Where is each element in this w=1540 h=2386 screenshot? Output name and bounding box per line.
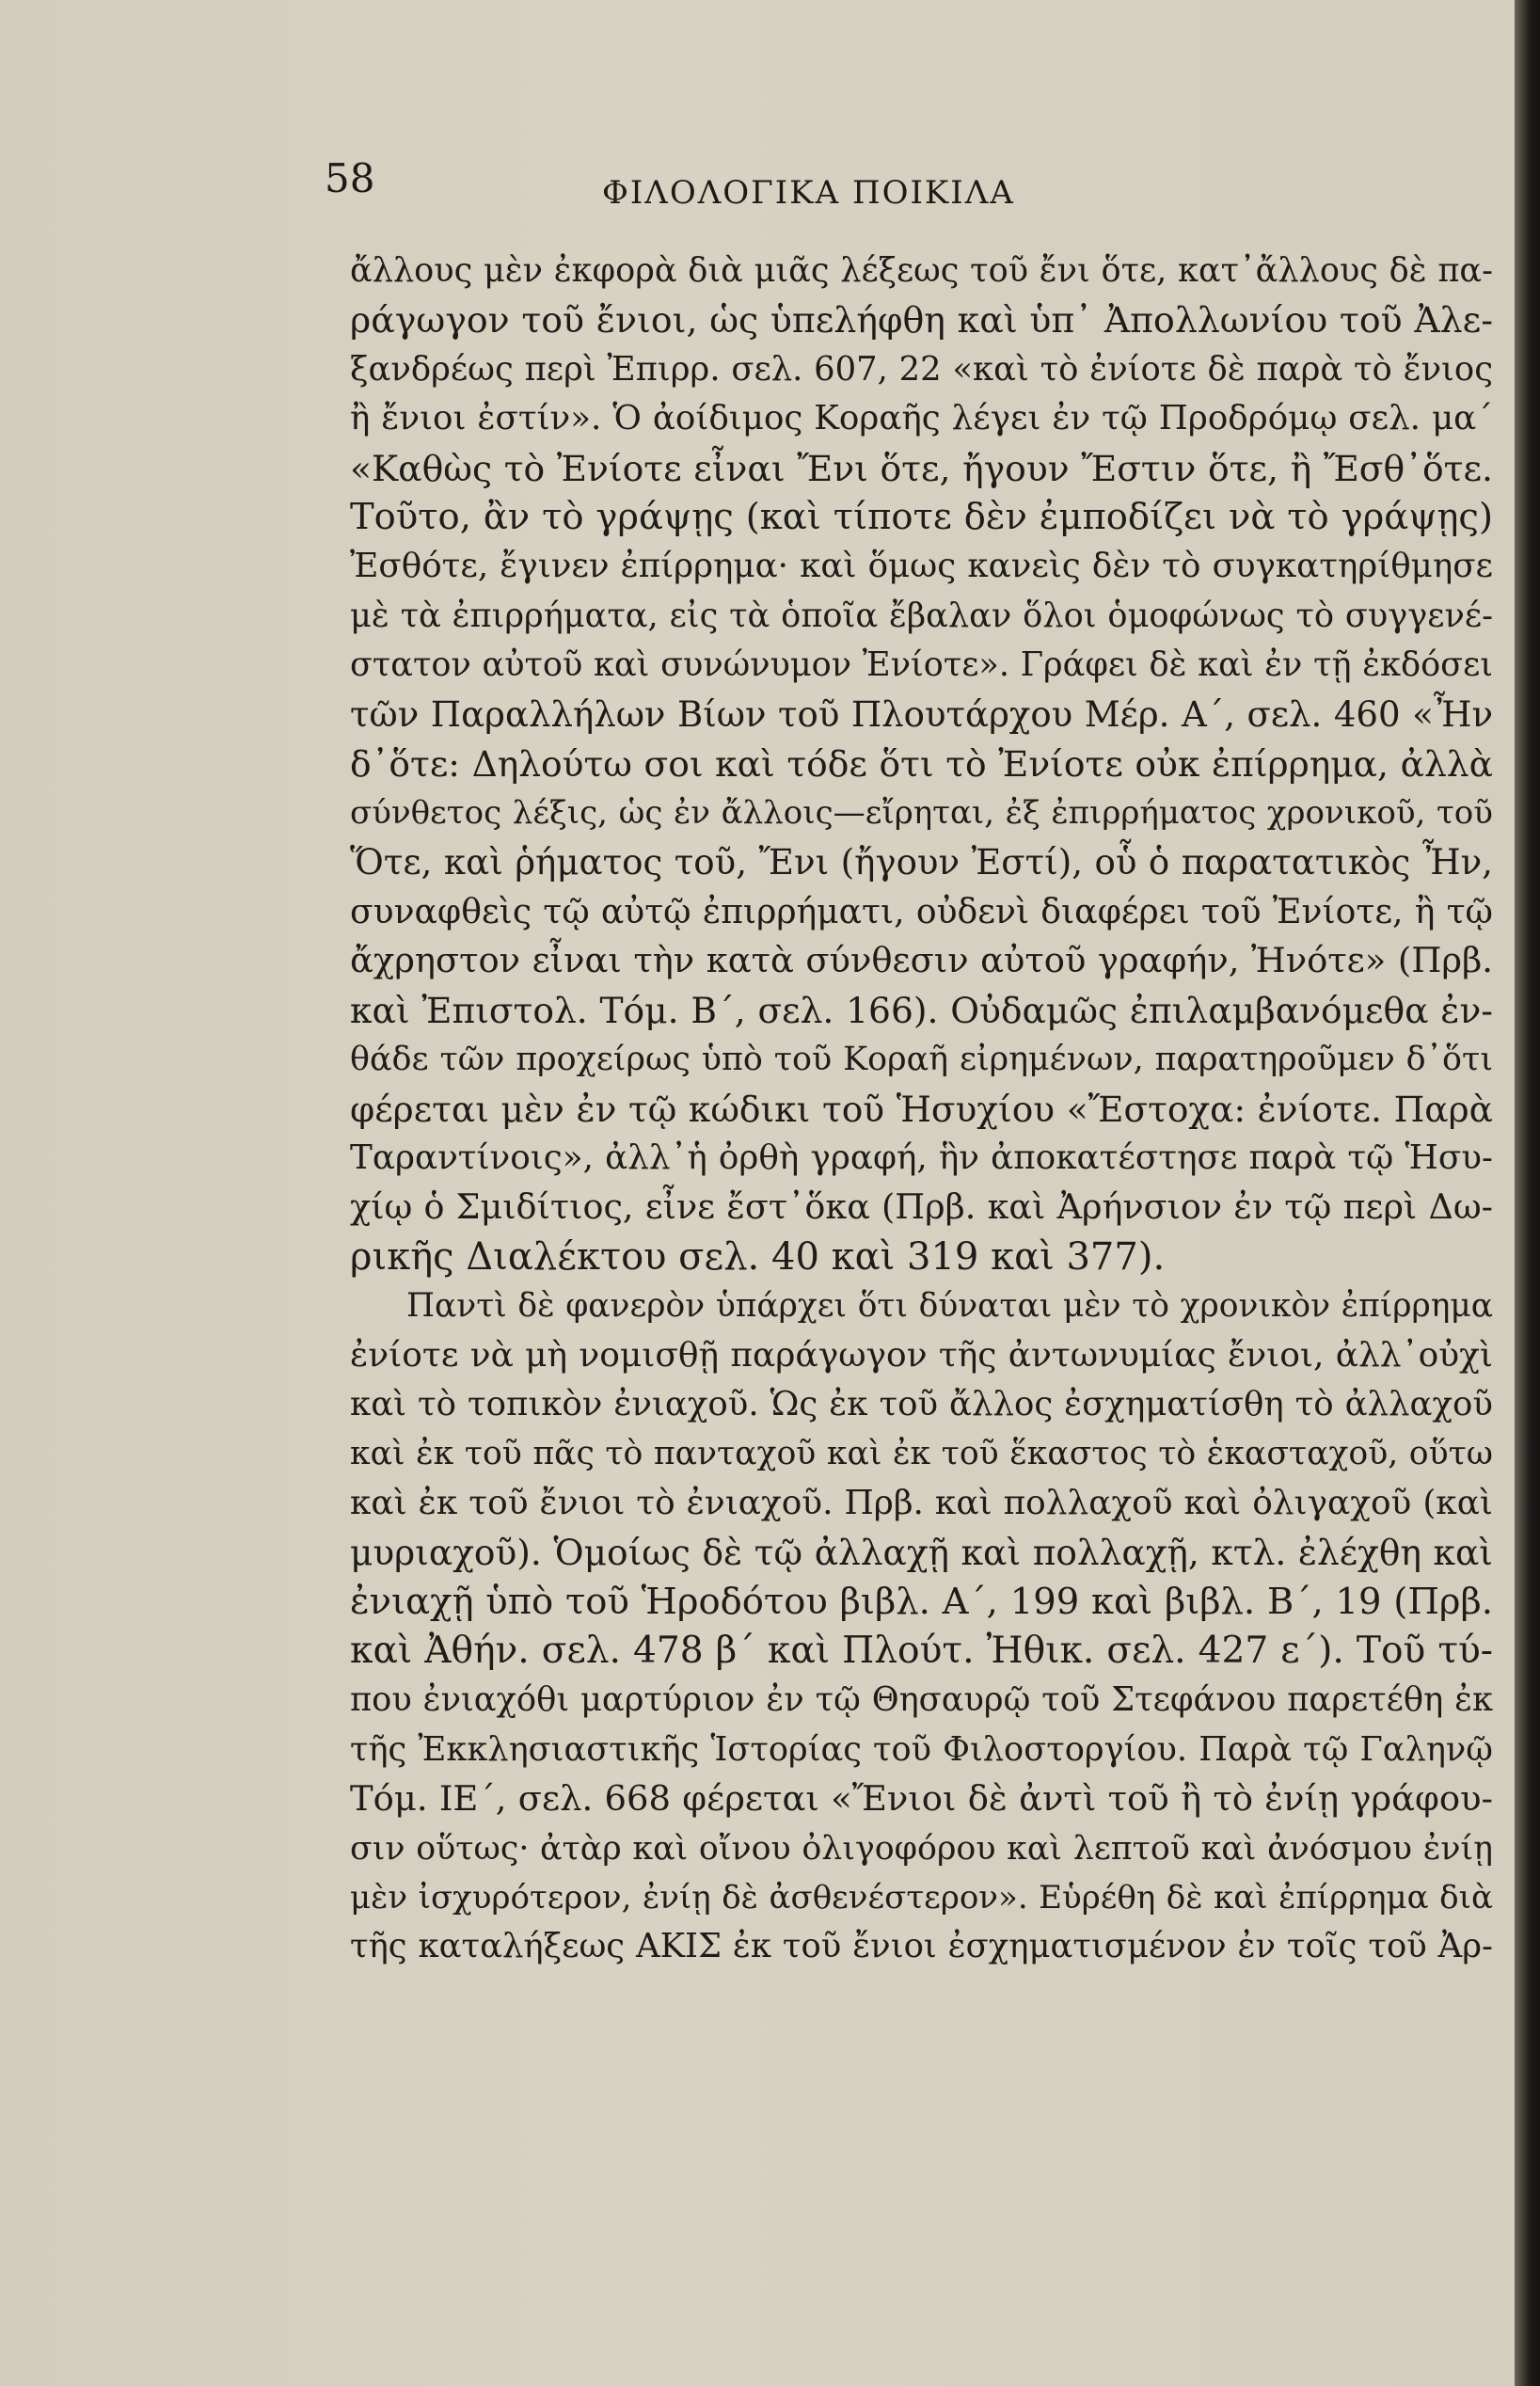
text-line: θάδε τῶν προχείρως ὑπὸ τοῦ Κοραῆ εἰρημένων, παρατηροῦμεν δ᾽ὅτι	[350, 1041, 1493, 1079]
text-line: συναφθεὶς τῷ αὐτῷ ἐπιρρήματι, οὐδενὶ διαφέρει τοῦ Ἐνίοτε, ἢ τῷ	[350, 891, 1493, 932]
text-line: ἢ ἔνιοι ἐστίν». Ὁ ἀοίδιμος Κοραῆς λέγει ἐν τῷ Προδρόμῳ σελ. μα΄	[350, 399, 1493, 438]
text-line: καὶ ἐκ τοῦ ἔνιοι τὸ ἐνιαχοῦ. Πρβ. καὶ πολλαχοῦ καὶ ὀλιγαχοῦ (καὶ	[350, 1483, 1493, 1522]
text-line: σύνθετος λέξις, ὡς ἐν ἄλλοις—εἴρηται, ἐξ ἐπιρρήματος χρονικοῦ, τοῦ	[350, 794, 1493, 833]
text-line: καὶ Ἐπιστολ. Τόμ. Β΄, σελ. 166). Οὐδαμῶς ἐπιλαμβανόμεθα ἐν-	[350, 989, 1493, 1031]
text-line: καὶ Ἀθήν. σελ. 478 β΄ καὶ Πλούτ. Ἠθικ. σελ. 427 ε΄). Τοῦ τύ-	[350, 1629, 1493, 1672]
text-line: Ταραντίνοις», ἀλλ᾽ἡ ὀρθὴ γραφή, ἣν ἀποκατέστησε παρὰ τῷ Ἡσυ-	[350, 1138, 1493, 1178]
text-line: χίῳ ὁ Σμιδίτιος, εἶνε ἔστ᾽ὅκα (Πρβ. καὶ Ἀρήνσιον ἐν τῷ περὶ Δω-	[350, 1186, 1493, 1228]
running-head: ΦΙΛΟΛΟΓΙΚΑ ΠΟΙΚΙΛΑ	[602, 174, 1015, 212]
text-line: τῶν Παραλλήλων Βίων τοῦ Πλουτάρχου Μέρ. Α΄, σελ. 460 «Ἦν	[350, 693, 1493, 735]
text-line: «Καθὼς τὸ Ἐνίοτε εἶναι Ἔνι ὅτε, ἤγουν Ἔστιν ὅτε, ἢ Ἔσθ᾽ὅτε.	[350, 447, 1493, 489]
text-line: τῆς Ἐκκλησιαστικῆς Ἱστορίας τοῦ Φιλοστοργίου. Παρὰ τῷ Γαληνῷ	[350, 1729, 1493, 1769]
text-line: ξανδρέως περὶ Ἐπιρρ. σελ. 607, 22 «καὶ τὸ ἐνίοτε δὲ παρὰ τὸ ἔνιος	[350, 349, 1493, 389]
text-line: ρικῆς Διαλέκτου σελ. 40 καὶ 319 καὶ 377).	[350, 1234, 1166, 1279]
text-line: τῆς καταλήξεως ΑΚΙΣ ἐκ τοῦ ἔνιοι ἐσχηματισμένον ἐν τοῖς τοῦ Ἀρ-	[350, 1927, 1493, 1966]
text-line: που ἐνιαχόθι μαρτύριον ἐν τῷ Θησαυρῷ τοῦ Στεφάνου παρετέθη ἐκ	[350, 1680, 1493, 1720]
text-line: σιν οὕτως· ἀτὰρ καὶ οἴνου ὀλιγοφόρου καὶ λεπτοῦ καὶ ἀνόσμου ἐνίῃ	[350, 1829, 1493, 1868]
text-line: Ἐσθότε, ἔγινεν ἐπίρρημα· καὶ ὅμως κανεὶς δὲν τὸ συγκατηρίθμησε	[350, 547, 1493, 586]
text-line: στατον αὐτοῦ καὶ συνώνυμον Ἐνίοτε». Γράφει δὲ καὶ ἐν τῇ ἐκδόσει	[350, 645, 1493, 685]
text-line: ἄχρηστον εἶναι τὴν κατὰ σύνθεσιν αὐτοῦ γραφήν, Ἠνότε» (Πρβ.	[350, 940, 1493, 981]
text-line: μυριαχοῦ). Ὁμοίως δὲ τῷ ἀλλαχῇ καὶ πολλαχῇ, κτλ. ἐλέχθη καὶ	[350, 1532, 1493, 1574]
text-line: Τοῦτο, ἂν τὸ γράψῃς (καὶ τίποτε δὲν ἐμποδίζει νὰ τὸ γράψῃς)	[350, 495, 1493, 538]
text-line: ἐνίοτε νὰ μὴ νομισθῇ παράγωγον τῆς ἀντωνυμίας ἔνιοι, ἀλλ᾽οὐχὶ	[350, 1335, 1493, 1375]
text-line: Ὅτε, καὶ ῥήματος τοῦ, Ἔνι (ἤγουν Ἐστί), οὗ ὁ παρατατικὸς Ἦν,	[350, 841, 1493, 883]
text-line: Τόμ. ΙΕ΄, σελ. 668 φέρεται «Ἔνιοι δὲ ἀντὶ τοῦ ἢ τὸ ἐνίῃ γράφου-	[350, 1778, 1493, 1820]
text-line: Παντὶ δὲ φανερὸν ὑπάρχει ὅτι δύναται μὲν τὸ χρονικὸν ἐπίρρημα	[406, 1287, 1493, 1326]
text-line: δ᾽ὅτε: Δηλούτω σοι καὶ τόδε ὅτι τὸ Ἐνίοτε οὐκ ἐπίρρημα, ἀλλὰ	[350, 742, 1493, 785]
text-line: φέρεται μὲν ἐν τῷ κώδικι τοῦ Ἡσυχίου «Ἔστοχα: ἐνίοτε. Παρὰ	[350, 1088, 1493, 1130]
text-line: καὶ ἐκ τοῦ πᾶς τὸ πανταχοῦ καὶ ἐκ τοῦ ἕκαστος τὸ ἑκασταχοῦ, οὕτω	[350, 1435, 1493, 1473]
page-number: 58	[325, 155, 375, 201]
text-line: ράγωγον τοῦ ἔνιοι, ὡς ὑπελήφθη καὶ ὑπ᾽ Ἀπολλωνίου τοῦ Ἀλε-	[350, 299, 1493, 342]
text-line: μὲν ἰσχυρότερον, ἐνίῃ δὲ ἀσθενέστερον». Εὑρέθη δὲ καὶ ἐπίρρημα διὰ	[350, 1878, 1493, 1917]
body-text	[350, 247, 1493, 1972]
text-line: μὲ τὰ ἐπιρρήματα, εἰς τὰ ὁποῖα ἔβαλαν ὅλοι ὁμοφώνως τὸ συγγενέ-	[350, 596, 1493, 635]
text-line: ἄλλους μὲν ἐκφορὰ διὰ μιᾶς λέξεως τοῦ ἔνι ὅτε, κατ᾽ἄλλους δὲ πα-	[350, 251, 1493, 290]
text-line: καὶ τὸ τοπικὸν ἐνιαχοῦ. Ὡς ἐκ τοῦ ἄλλος ἐσχηματίσθη τὸ ἀλλαχοῦ	[350, 1384, 1493, 1424]
page-edge-shadow	[1515, 0, 1540, 2386]
text-line: ἐνιαχῇ ὑπὸ τοῦ Ἡροδότου βιβλ. Α΄, 199 καὶ βιβλ. Β΄, 19 (Πρβ.	[350, 1580, 1493, 1623]
